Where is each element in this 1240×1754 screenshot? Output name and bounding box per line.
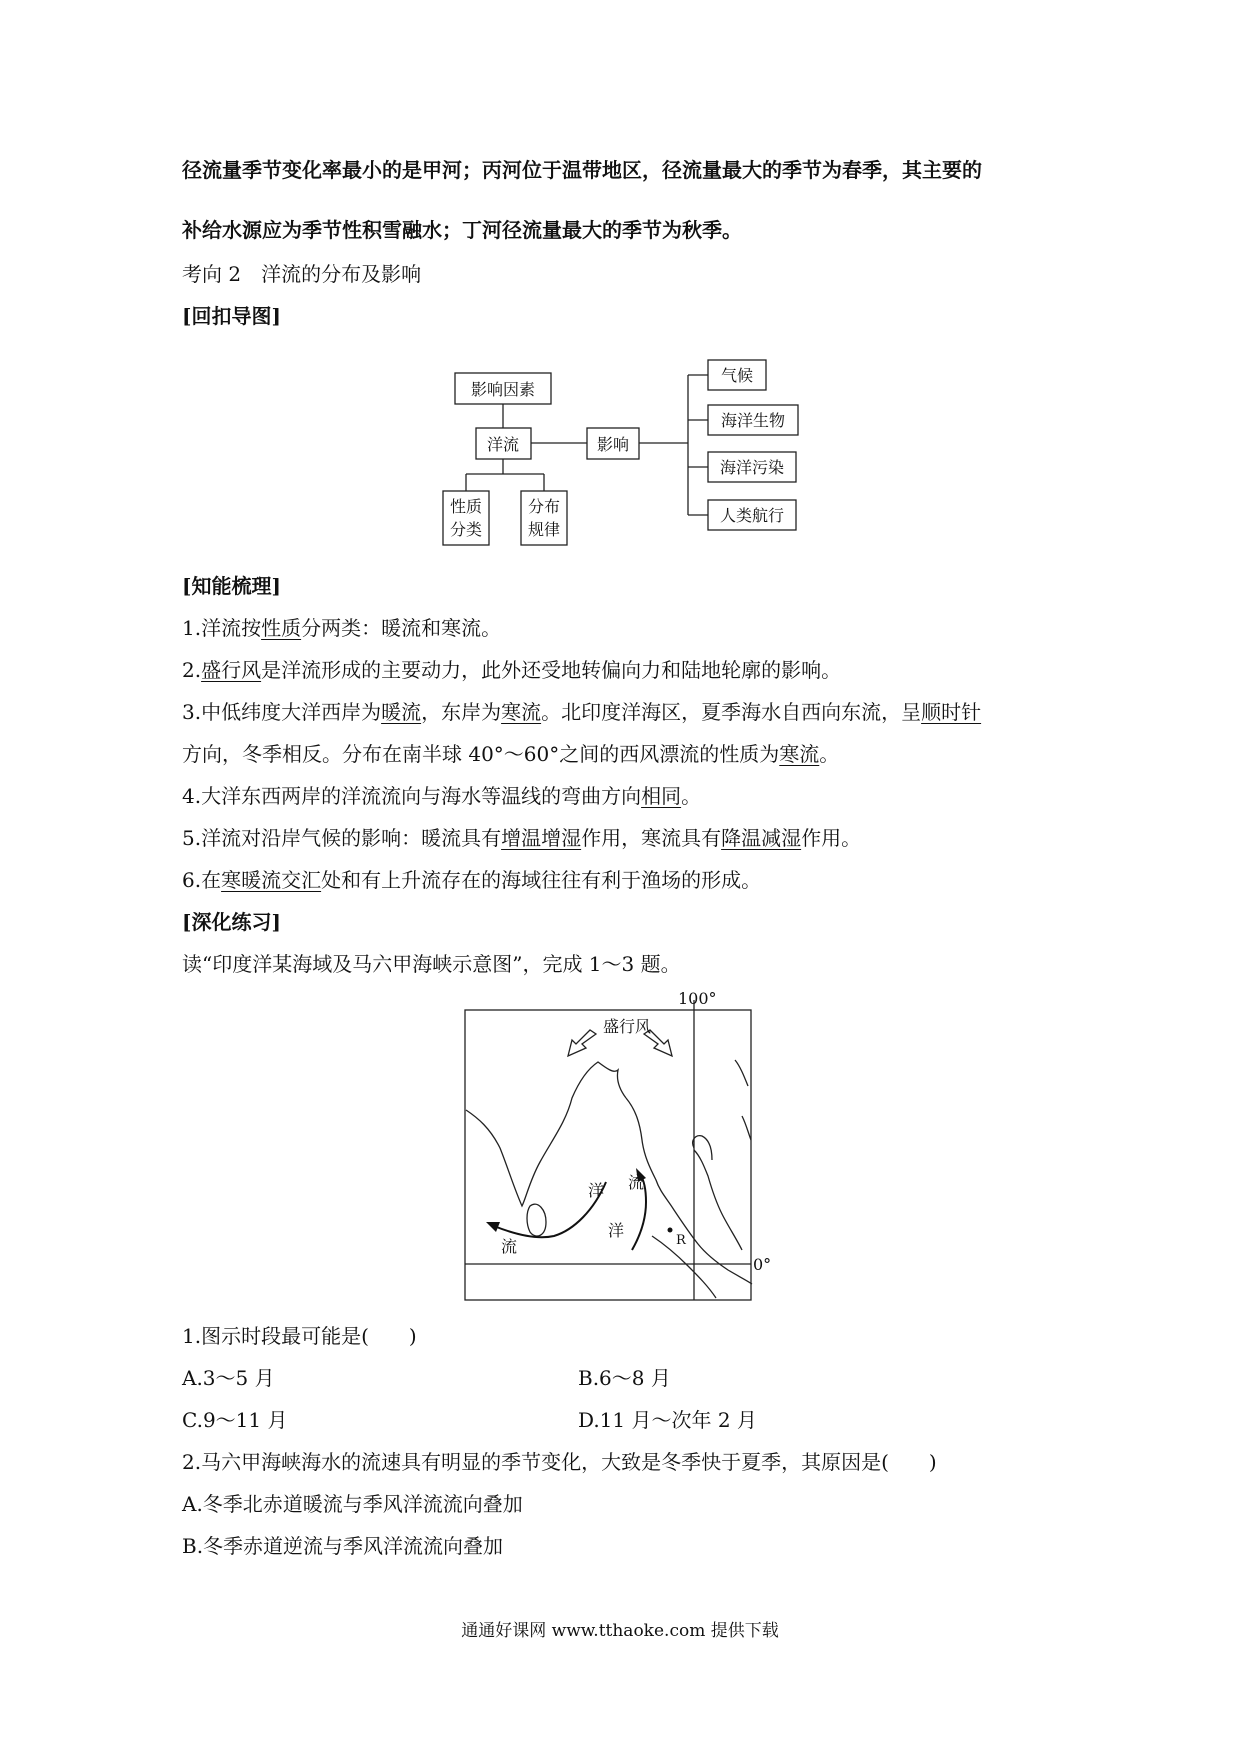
current-char-3: 洋: [608, 1221, 625, 1240]
mindmap-outcome-navigation: 人类航行: [719, 506, 785, 525]
mindmap-outcome-marine-life: 海洋生物: [720, 411, 786, 430]
question-1-stem: 1.图示时段最可能是( ): [182, 1324, 417, 1348]
knowledge-item-5: 5.洋流对沿岸气候的影响：暖流具有增温增湿作用，寒流具有降温减湿作用。: [182, 826, 862, 850]
q1-option-a[interactable]: A.3～5 月: [182, 1366, 275, 1390]
map-frame: [465, 1010, 751, 1300]
current-char-4: 流: [501, 1237, 518, 1256]
top-right-coast: [735, 1060, 748, 1086]
point-r-marker: [668, 1228, 673, 1233]
latitude-label: 0°: [753, 1255, 772, 1274]
intro-line-1: 径流量季节变化率最小的是甲河；丙河位于温带地区，径流量最大的季节为春季，其主要的: [182, 158, 982, 182]
mindmap-dist-top: 分布: [527, 497, 561, 516]
current-char-2: 流: [628, 1173, 645, 1192]
read-prompt: 读“印度洋某海域及马六甲海峡示意图”，完成 1～3 题。: [182, 952, 681, 976]
q2-option-b[interactable]: B.冬季赤道逆流与季风洋流流向叠加: [182, 1534, 504, 1558]
malay-peninsula: [694, 1150, 742, 1250]
indian-ocean-malacca-map: [0, 990, 1240, 1310]
question-2-stem: 2.马六甲海峡海水的流速具有明显的季节变化，大致是冬季快于夏季，其原因是( ): [182, 1450, 937, 1474]
knowledge-item-4: 4.大洋东西两岸的洋流流向与海水等温线的弯曲方向相同。: [182, 784, 702, 808]
review-heading: [回扣导图]: [182, 304, 281, 328]
q1-option-c[interactable]: C.9～11 月: [182, 1408, 288, 1432]
longitude-label: 100°: [678, 990, 717, 1008]
q2-option-a[interactable]: A.冬季北赤道暖流与季风洋流流向叠加: [182, 1492, 523, 1516]
mindmap-influence: 影响: [596, 435, 630, 454]
wind-arrow-left: [568, 1030, 596, 1056]
point-r-label: R: [676, 1233, 686, 1248]
intro-line-2: 补给水源应为季节性积雪融水；丁河径流量最大的季节为秋季。: [182, 218, 742, 242]
mindmap-outcome-climate: 气候: [720, 366, 754, 385]
mindmap-factors: 影响因素: [470, 380, 536, 399]
knowledge-item-1: 1.洋流按性质分两类：暖流和寒流。: [182, 616, 502, 640]
page-footer: 通通好课网 www.tthaoke.com 提供下载: [461, 1621, 779, 1641]
current-char-1: 洋: [588, 1181, 605, 1200]
mindmap-outcome-pollution: 海洋污染: [719, 458, 785, 477]
mindmap-center: 洋流: [486, 435, 520, 454]
knowledge-item-2: 2.盛行风是洋流形成的主要动力，此外还受地转偏向力和陆地轮廓的影响。: [182, 658, 842, 682]
coast-inlet: [693, 1136, 712, 1160]
section-title: 考向 2 洋流的分布及影响: [182, 262, 422, 286]
q1-option-b[interactable]: B.6～8 月: [578, 1366, 671, 1390]
wind-label: 盛行风: [603, 1017, 652, 1036]
mindmap-dist-bottom: 规律: [527, 520, 561, 539]
mindmap-nature-bottom: 分类: [449, 520, 483, 539]
knowledge-item-3-line-2: 方向，冬季相反。分布在南半球 40°～60°之间的西风漂流的性质为寒流。: [182, 742, 840, 766]
top-right-coast-2: [742, 1116, 751, 1140]
current-west-arrowhead: [486, 1222, 500, 1232]
mind-map-diagram: [0, 356, 1240, 556]
knowledge-item-6: 6.在寒暖流交汇处和有上升流存在的海域往往有利于渔场的形成。: [182, 868, 762, 892]
q1-option-d[interactable]: D.11 月～次年 2 月: [578, 1408, 757, 1432]
mindmap-nature-top: 性质: [449, 497, 483, 516]
knowledge-item-3-line-1: 3.中低纬度大洋西岸为暖流，东岸为寒流。北印度洋海区，夏季海水自西向东流，呈顺时针: [182, 700, 982, 724]
practice-heading: [深化练习]: [182, 910, 281, 934]
knowledge-heading: [知能梳理]: [182, 574, 281, 598]
sri-lanka: [527, 1204, 546, 1236]
